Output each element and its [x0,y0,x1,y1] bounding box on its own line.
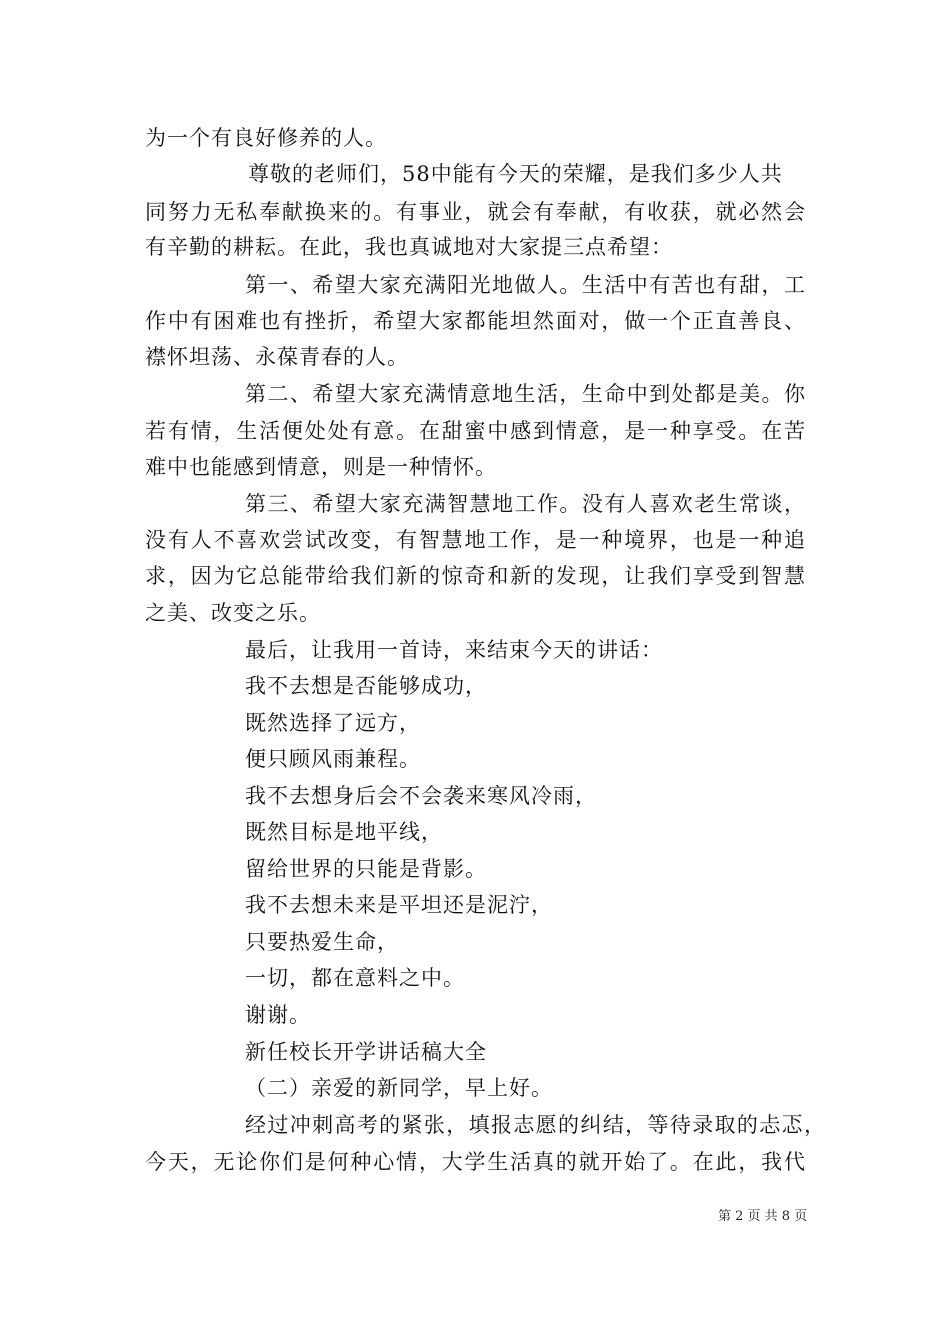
section-title: 新任校长开学讲话稿大全 [245,1040,487,1064]
poem-line: 我不去想未来是平坦还是泥泞， [245,893,553,917]
poem-line: 便只顾风雨兼程。 [245,747,421,771]
section-subtitle: （二）亲爱的新同学，早上好。 [245,1076,553,1100]
text-line: 最后，让我用一首诗，来结束今天的讲话： [245,638,663,662]
text-line: 求，因为它总能带给我们新的惊奇和新的发现，让我们享受到智慧 [145,564,805,588]
text-line: 为一个有良好修养的人。 [145,126,387,150]
text-line: 尊敬的老师们，58中能有今天的荣耀，是我们多少人共 [248,162,783,186]
poem-line: 我不去想是否能够成功， [245,674,487,698]
text-line: 第三、希望大家充满智慧地工作。没有人喜欢老生常谈， [245,492,805,516]
page-number: 第 2 页 共 8 页 [718,1209,808,1224]
text-line: 作中有困难也有挫折，希望大家都能坦然面对，做一个正直善良、 [145,309,805,333]
poem-line: 只要热爱生命， [245,930,399,954]
text-line: 第一、希望大家充满阳光地做人。生活中有苦也有甜，工 [245,273,805,297]
text-line: 难中也能感到情意，则是一种情怀。 [145,455,497,479]
text-line: 第二、希望大家充满情意地生活，生命中到处都是美。你 [245,382,805,406]
poem-line: 我不去想身后会不会袭来寒风冷雨， [245,784,597,808]
closing-line: 谢谢。 [245,1003,311,1027]
poem-line: 一切，都在意料之中。 [245,966,465,990]
text-line: 襟怀坦荡、永葆青春的人。 [145,345,409,369]
poem-line: 留给世界的只能是背影。 [245,857,487,881]
poem-line: 既然目标是地平线， [245,820,443,844]
text-line: 若有情，生活便处处有意。在甜蜜中感到情意，是一种享受。在苦 [145,419,805,443]
text-line: 今天，无论你们是何种心情，大学生活真的就开始了。在此，我代 [145,1150,805,1174]
text-line: 同努力无私奉献换来的。有事业，就会有奉献，有收获，就必然会 [145,200,805,224]
text-line: 有辛勤的耕耘。在此，我也真诚地对大家提三点希望： [145,235,673,259]
text-line: 经过冲刺高考的紧张，填报志愿的纠结，等待录取的忐忑， [245,1113,825,1137]
text-line: 之美、改变之乐。 [145,601,321,625]
poem-line: 既然选择了远方， [245,711,421,735]
text-line: 没有人不喜欢尝试改变，有智慧地工作，是一种境界，也是一种追 [145,528,805,552]
